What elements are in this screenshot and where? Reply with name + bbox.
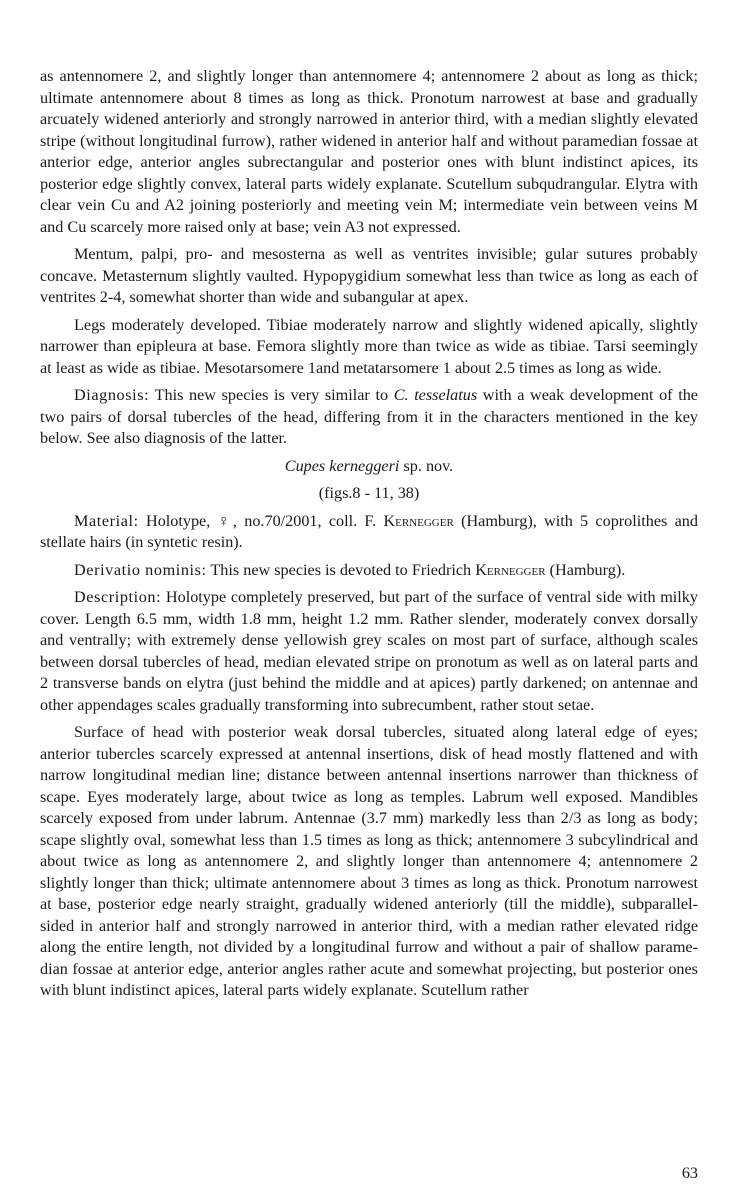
derivatio-text-a: This new species is devoted to Friedrich xyxy=(206,560,476,579)
material-collector: Kernegger xyxy=(383,511,454,530)
paragraph-description xyxy=(40,587,698,716)
material-text-c: (Hamburg), with 5 coprolithes and stellate hairs (in syntetic resin). xyxy=(40,511,698,551)
paragraph-mentum: Mentum, palpi, pro- and mesosterna as well as ventrites invisible; gular sutures probably concave. Metasternum slightly vaulted. Hypopygidium somewhat less than twice as long as each of ventrites 2-4, somewhat shorter than wide and subangular at apex. xyxy=(40,245,698,306)
species-title xyxy=(40,456,698,478)
material-text-b: , no.70/2001, coll. F. xyxy=(232,511,384,530)
paragraph-diagnosis xyxy=(40,385,698,450)
description-label: Description: xyxy=(74,588,162,606)
paragraph-head-surface: Surface of head with posterior weak dorsal tubercles, situated along lateral edge of eyes; anterior tubercles scarcely expressed at antennal insertions, disk of head mostly flattened and with narrow longitudinal median line; distance between antennal insertions narrower than thickness of scape. Eyes moderately large, about twice as long as temples. Labrum well exposed. Mandibles scarcely exposed from under labrum. Antennae (3.7 mm) markedly less than 2/3 as long as body; scape slightly oval, somewhat less than 1.5 times as long as thick; antennomere 3 subcylindrical and about twice as long as antennomere 2, and slightly longer than antennomere 4; antennomere 2 slightly longer than thick; ultimate antennomere about 3 times as long as thick. Pronotum narrowest at base, posterior edge nearly straight, gradually widened anteriorly (till the middle), subparallel-sided in anterior half and strongly narrowed in anterior third, with a median rather elevated ridge along the entire length, not divided by a longitudinal furrow and without a pair of shallow paramedian fossae at anterior edge, anterior angles rather acute and somewhat projecting, but posterior ones with blunt indistinct apices, lateral parts widely explanate. Scutellum rather xyxy=(40,723,698,999)
paragraph-legs: Legs moderately developed. Tibiae moderately narrow and slightly widened apically, slightly narrower than epipleura at base. Femora slightly more than twice as wide as tibiae. Tarsi seemingly at least as wide as tibiae. Mesotarsomere 1and metatarsomere 1 about 2.5 times as long as wide. xyxy=(40,315,698,377)
species-name: Cupes kerneggeri xyxy=(284,456,400,475)
diagnosis-text-a: This new species is very similar to xyxy=(149,386,394,404)
page-body xyxy=(40,66,698,1008)
species-suffix: sp. nov. xyxy=(399,456,454,475)
species-heading xyxy=(40,456,698,505)
derivatio-label: Derivatio nominis: xyxy=(74,560,207,579)
diagnosis-label: Diagnosis: xyxy=(74,386,150,404)
paragraph-continued: as antennomere 2, and slightly longer than antennomere 4; antennomere 2 about as long as thick; ultimate antennomere about 8 times as long as thick. Pronotum narrowest at base and gradually arcuately widened anteriorly and strongly narrowed in anterior third, with a median slightly elevated stripe (without longitudinal furrow), rather widened in anterior half and without paramedian fossae at anterior edge, anterior angles subrectangular and posterior ones with blunt indistinct apices, its posterior edge slightly convex, lateral parts widely explanate. Scutellum subqudrangular. Elytra with clear vein Cu and A2 joining posteriorly and meeting vein M; intermediate vein between veins M and Cu scarcely more raised only at base; vein A3 not expressed. xyxy=(40,67,698,236)
page-number: 63 xyxy=(681,1164,698,1182)
description-text: Holotype completely preserved, but part of the surface of ventral side with milky cover. Length 6.5 mm, width 1.8 mm, height 1.2 mm. Rather slender, moderately convex dorsally and ventrally; with extremely dense yellowish grey scales on most part of surface, although scales between dorsal tubercles of head, median elevated stripe on pronotum as well as on lateral parts and 2 transverse bands on elytra (just behind the middle and at apices) partly darkened; on antennae and other appendages scales gradually transforming into subrecumbent, rather stout setae. xyxy=(40,588,698,714)
derivatio-text-b: (Hamburg). xyxy=(545,560,626,579)
material-label: Material: xyxy=(74,511,139,530)
derivatio-name: Kernegger xyxy=(475,560,546,579)
diagnosis-species: C. tesselatus xyxy=(393,386,478,404)
material-text-a: Holotype, xyxy=(138,511,218,530)
diagnosis-text-b: with a weak development of the two pairs of dorsal tubercles of the head, differing from it in the characters mentioned in the key below. See also diagnosis of the latter. xyxy=(40,386,698,447)
figure-reference: (figs.8 - 11, 38) xyxy=(318,484,420,502)
female-symbol: ♀ xyxy=(217,511,233,530)
paragraph-derivatio xyxy=(40,560,698,582)
paragraph-material xyxy=(40,511,698,554)
